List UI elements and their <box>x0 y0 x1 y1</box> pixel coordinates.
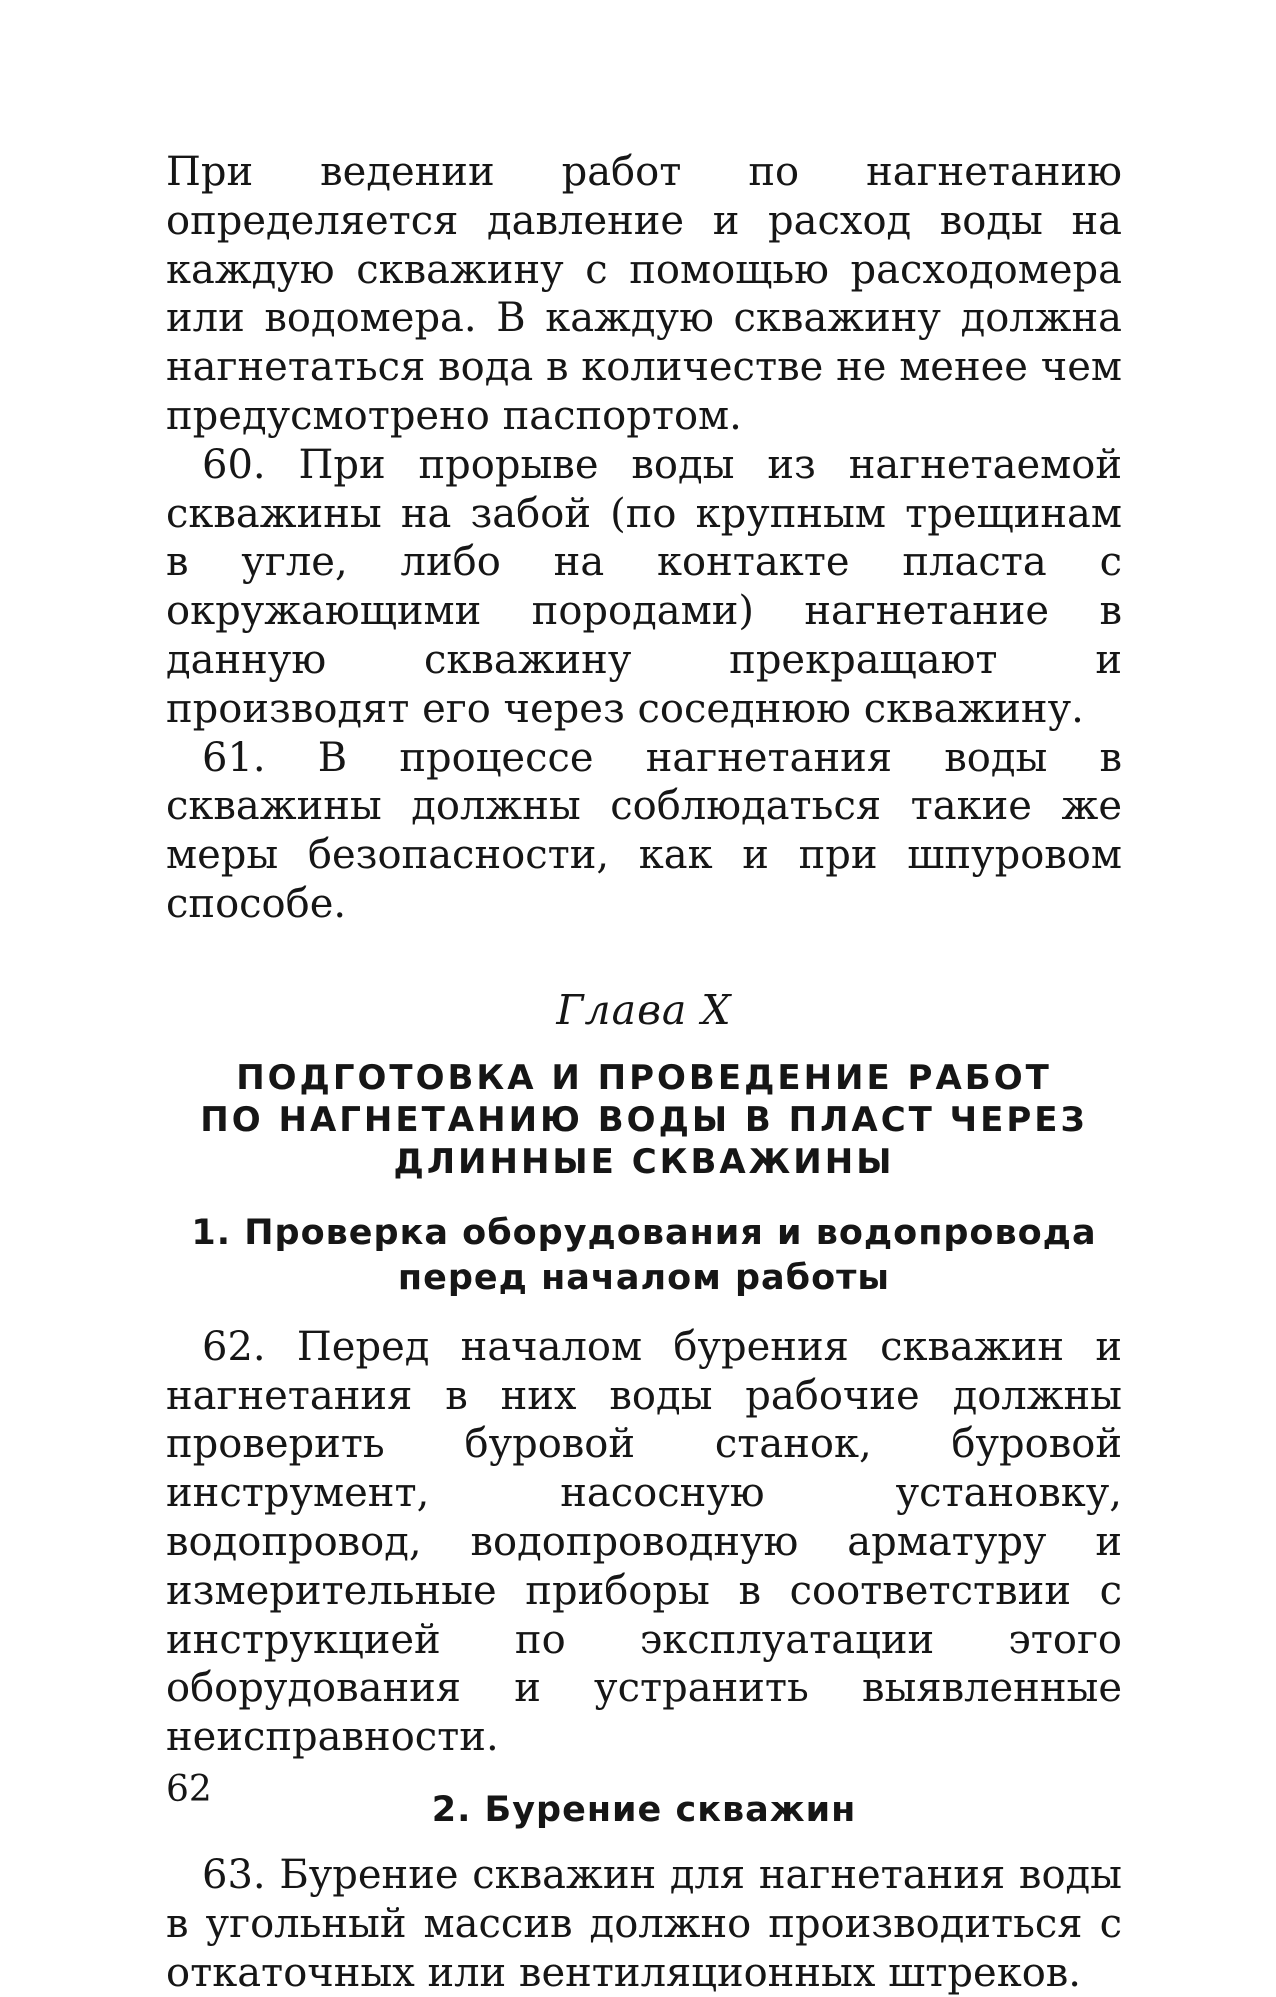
document-page <box>166 148 1122 1997</box>
chapter-title-line-3: ДЛИННЫЕ СКВАЖИНЫ <box>393 1141 895 1182</box>
chapter-title-line-1: ПОДГОТОВКА И ПРОВЕДЕНИЕ РАБОТ <box>236 1057 1052 1098</box>
paragraph-63: 63. Бурение скважин для нагнетания воды в угольный массив должно производиться с откаточных или вентиляционных штреков. <box>166 1851 1122 1996</box>
section-1-title <box>166 1211 1122 1301</box>
page-number: 62 <box>166 1769 212 1810</box>
section-2-title: 2. Бурение скважин <box>431 1789 857 1830</box>
paragraph-61: 61. В процессе нагнетания воды в скважины должны соблюдаться такие же меры безопасности, как и при шпуровом способе. <box>166 734 1122 927</box>
paragraph-intro: При ведении работ по нагнетанию определяется давление и расход воды на каждую скважину с помощью расходомера или водомера. В каждую скважину должна нагнетаться вода в количестве не менее чем предусмотрено паспортом. <box>166 149 1122 439</box>
chapter-label: Глава X <box>556 985 732 1034</box>
paragraph-60: 60. При прорыве воды из нагнетаемой скважины на забой (по крупным трещинам в угле, либо на контакте пласта с окружающими породами) нагнетание в данную скважину прекращают и производят его через соседнюю скважину. <box>166 441 1122 732</box>
paragraph-62: 62. Перед началом бурения скважин и нагнетания в них воды рабочие должны проверить буровой станок, буровой инструмент, насосную установку, водопровод, водопроводную арматуру и измерительные приборы в соответствии с инструкцией по эксплуатации этого оборудования и устранить выявленные неисправности. <box>166 1323 1122 1761</box>
section-1-title-line-1: 1. Проверка оборудования и водопровода <box>191 1212 1097 1253</box>
chapter-title <box>166 1057 1122 1183</box>
section-1-title-line-2: перед началом работы <box>397 1257 891 1298</box>
chapter-title-line-2: ПО НАГНЕТАНИЮ ВОДЫ В ПЛАСТ ЧЕРЕЗ <box>200 1099 1088 1140</box>
